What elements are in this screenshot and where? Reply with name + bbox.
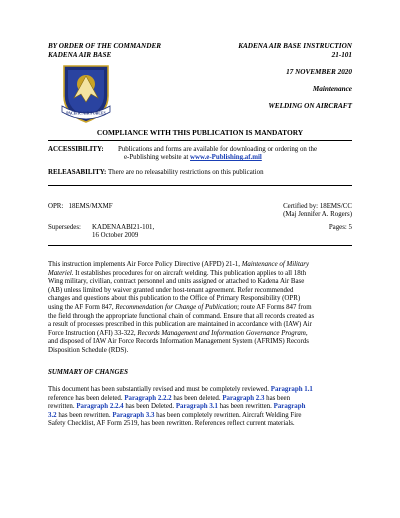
opr-value: 18EMS/MXMF	[68, 203, 113, 210]
compliance-statement: COMPLIANCE WITH THIS PUBLICATION IS MANDATORY	[96, 128, 304, 137]
paragraph-link[interactable]: 3.2	[48, 411, 57, 419]
paragraph-link[interactable]: Paragraph 2.2.4	[76, 403, 124, 411]
instruction-number: 21-101	[331, 51, 352, 59]
paragraph-link[interactable]: Paragraph 2.2.2	[124, 394, 172, 402]
paragraph-link[interactable]: Paragraph 3.3	[112, 411, 155, 419]
instruction-title: KADENA AIR BASE INSTRUCTION	[238, 42, 352, 50]
supersedes-value: KADENAABI21-101, 16 October 2009	[92, 224, 155, 240]
summary-heading: SUMMARY OF CHANGES	[48, 369, 128, 376]
issuer-line-2: KADENA AIR BASE	[48, 51, 112, 59]
intro-paragraph: This instruction implements Air Force Policy Directive (AFPD) 21-1, Maintenance of Military Materiel. It establishes procedures for on aircraft welding. This publication applies to all 18th Wing military, civilian, contract personnel and units assigned or attached to Kadena Air Base (AB) unless limited by waiver granted under host-tenant agreement. Refer recommended changes and questions about this publication to the Office of Primary Responsibility (OPR) using the AF Form 847, Recommendation for Change of Publication; route AF Forms 847 from the field through the appropriate functional chain of command. Ensure that all records created as a result of processes prescribed in this publication are maintained in accordance with (IAW) Air Force Instruction (AFI) 33-322, Records Management and Information Governance Program, and disposed of IAW Air Force Records Information Management System (AFRIMS) Records Disposition Schedule (RDS).	[48, 261, 315, 354]
opr-line	[48, 203, 113, 211]
releasability-label: RELEASABILITY:	[48, 169, 107, 176]
accessibility-label: ACCESSIBILITY:	[48, 146, 104, 153]
divider	[48, 185, 352, 186]
paragraph-link[interactable]: Paragraph 2.3	[222, 394, 265, 402]
seal-text: PACIFIC AIR FORCES	[66, 111, 106, 116]
summary-paragraph: This document has been substantially revised and must be completely reviewed. Paragraph 1.1 reference has been deleted. Paragraph 2.2.2 has been deleted. Paragraph 2.3 has been rewritten. Paragraph 2.2.4 has been Deleted. Paragraph 3.1 has been rewritten. Paragraph 3.2 has been rewritten. Paragraph 3.3 has been completely rewritten. Aircraft Welding Fire Safety Checklist, AF Form 2519, has been rewritten. References reflect current materials.	[48, 386, 313, 428]
divider	[48, 140, 352, 141]
paragraph-link[interactable]: Paragraph	[273, 403, 306, 411]
issuing-authority	[48, 42, 161, 60]
issuer-line-1: BY ORDER OF THE COMMANDER	[48, 42, 162, 50]
publication-date: 17 NOVEMBER 2020	[286, 68, 352, 76]
publication-subject: WELDING ON AIRCRAFT	[268, 102, 352, 110]
e-publishing-link[interactable]: www.e-Publishing.af.mil	[190, 154, 262, 162]
certification	[283, 203, 352, 219]
paragraph-link[interactable]: Paragraph 1.1	[270, 386, 313, 393]
publication-info	[192, 42, 352, 111]
certifier-name: (Maj Jennifer A. Rogers)	[283, 211, 352, 219]
releasability-text: There are no releasability restrictions on this publication	[107, 169, 264, 176]
paragraph-link[interactable]: Paragraph 3.1	[175, 403, 218, 411]
opr-label: OPR:	[48, 203, 64, 210]
releasability-line	[48, 169, 264, 177]
accessibility-text: Publications and forms are available for downloading or ordering on the e-Publishing website at www.e-Publishing.af.mil	[118, 146, 318, 162]
pacific-air-forces-seal	[60, 62, 112, 124]
publication-category: Maintenance	[312, 85, 352, 93]
divider	[48, 245, 352, 246]
page-count: Pages: 5	[328, 224, 352, 231]
supersedes-label: Supersedes:	[48, 224, 81, 231]
certified-by: Certified by: 18EMS/CC	[283, 203, 352, 210]
